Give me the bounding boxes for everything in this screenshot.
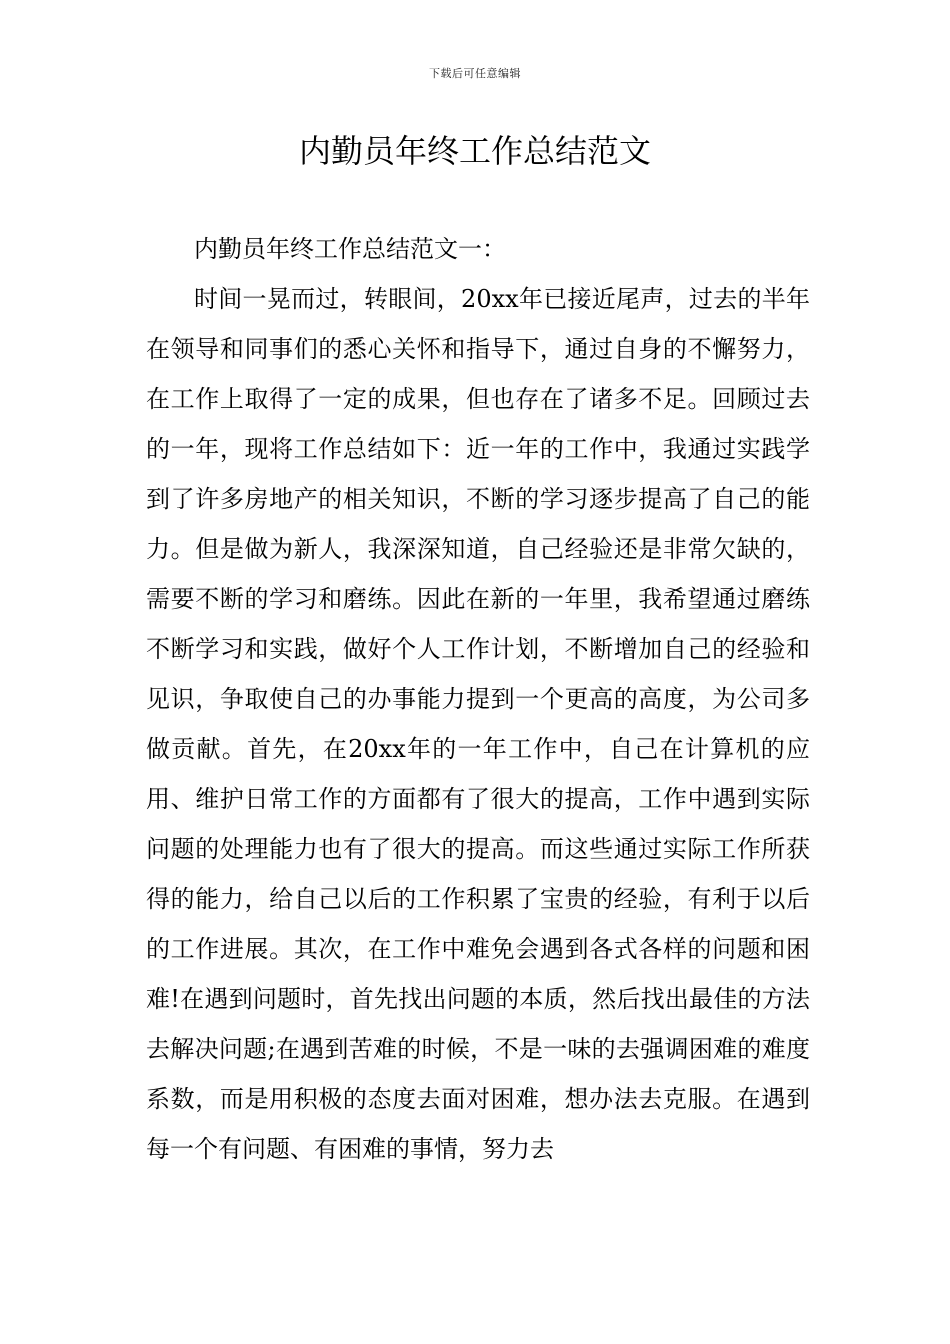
section-heading: 内勤员年终工作总结范文一：	[194, 235, 506, 263]
document-body	[146, 224, 810, 1174]
page-title: 内勤员年终工作总结范文	[298, 132, 651, 170]
header-note: 下载后可任意编辑	[429, 67, 521, 80]
body-paragraph: 时间一晃而过，转眼间，20xx年已接近尾声，过去的半年在领导和同事们的悉心关怀和指导下，通过自身的不懈努力，在工作上取得了一定的成果，但也存在了诸多不足。回顾过去的一年，现将工作总结如下：近一年的工作中，我通过实践学到了许多房地产的相关知识，不断的学习逐步提高了自己的能力。但是做为新人，我深深知道，自己经验还是非常欠缺的，需要不断的学习和磨练。因此在新的一年里，我希望通过磨练不断学习和实践，做好个人工作计划，不断增加自己的经验和见识，争取使自己的办事能力提到一个更高的高度，为公司多做贡献。首先，在20xx年的一年工作中，自己在计算机的应用、维护日常工作的方面都有了很大的提高，工作中遇到实际问题的处理能力也有了很大的提高。而这些通过实际工作所获得的能力，给自己以后的工作积累了宝贵的经验，有利于以后的工作进展。其次，在工作中难免会遇到各式各样的问题和困难!在遇到问题时，首先找出问题的本质，然后找出最佳的方法去解决问题;在遇到苦难的时候，不是一味的去强调困难的难度系数，而是用积极的态度去面对困难，想办法去克服。在遇到每一个有问题、有困难的事情，努力去	[146, 285, 810, 1163]
